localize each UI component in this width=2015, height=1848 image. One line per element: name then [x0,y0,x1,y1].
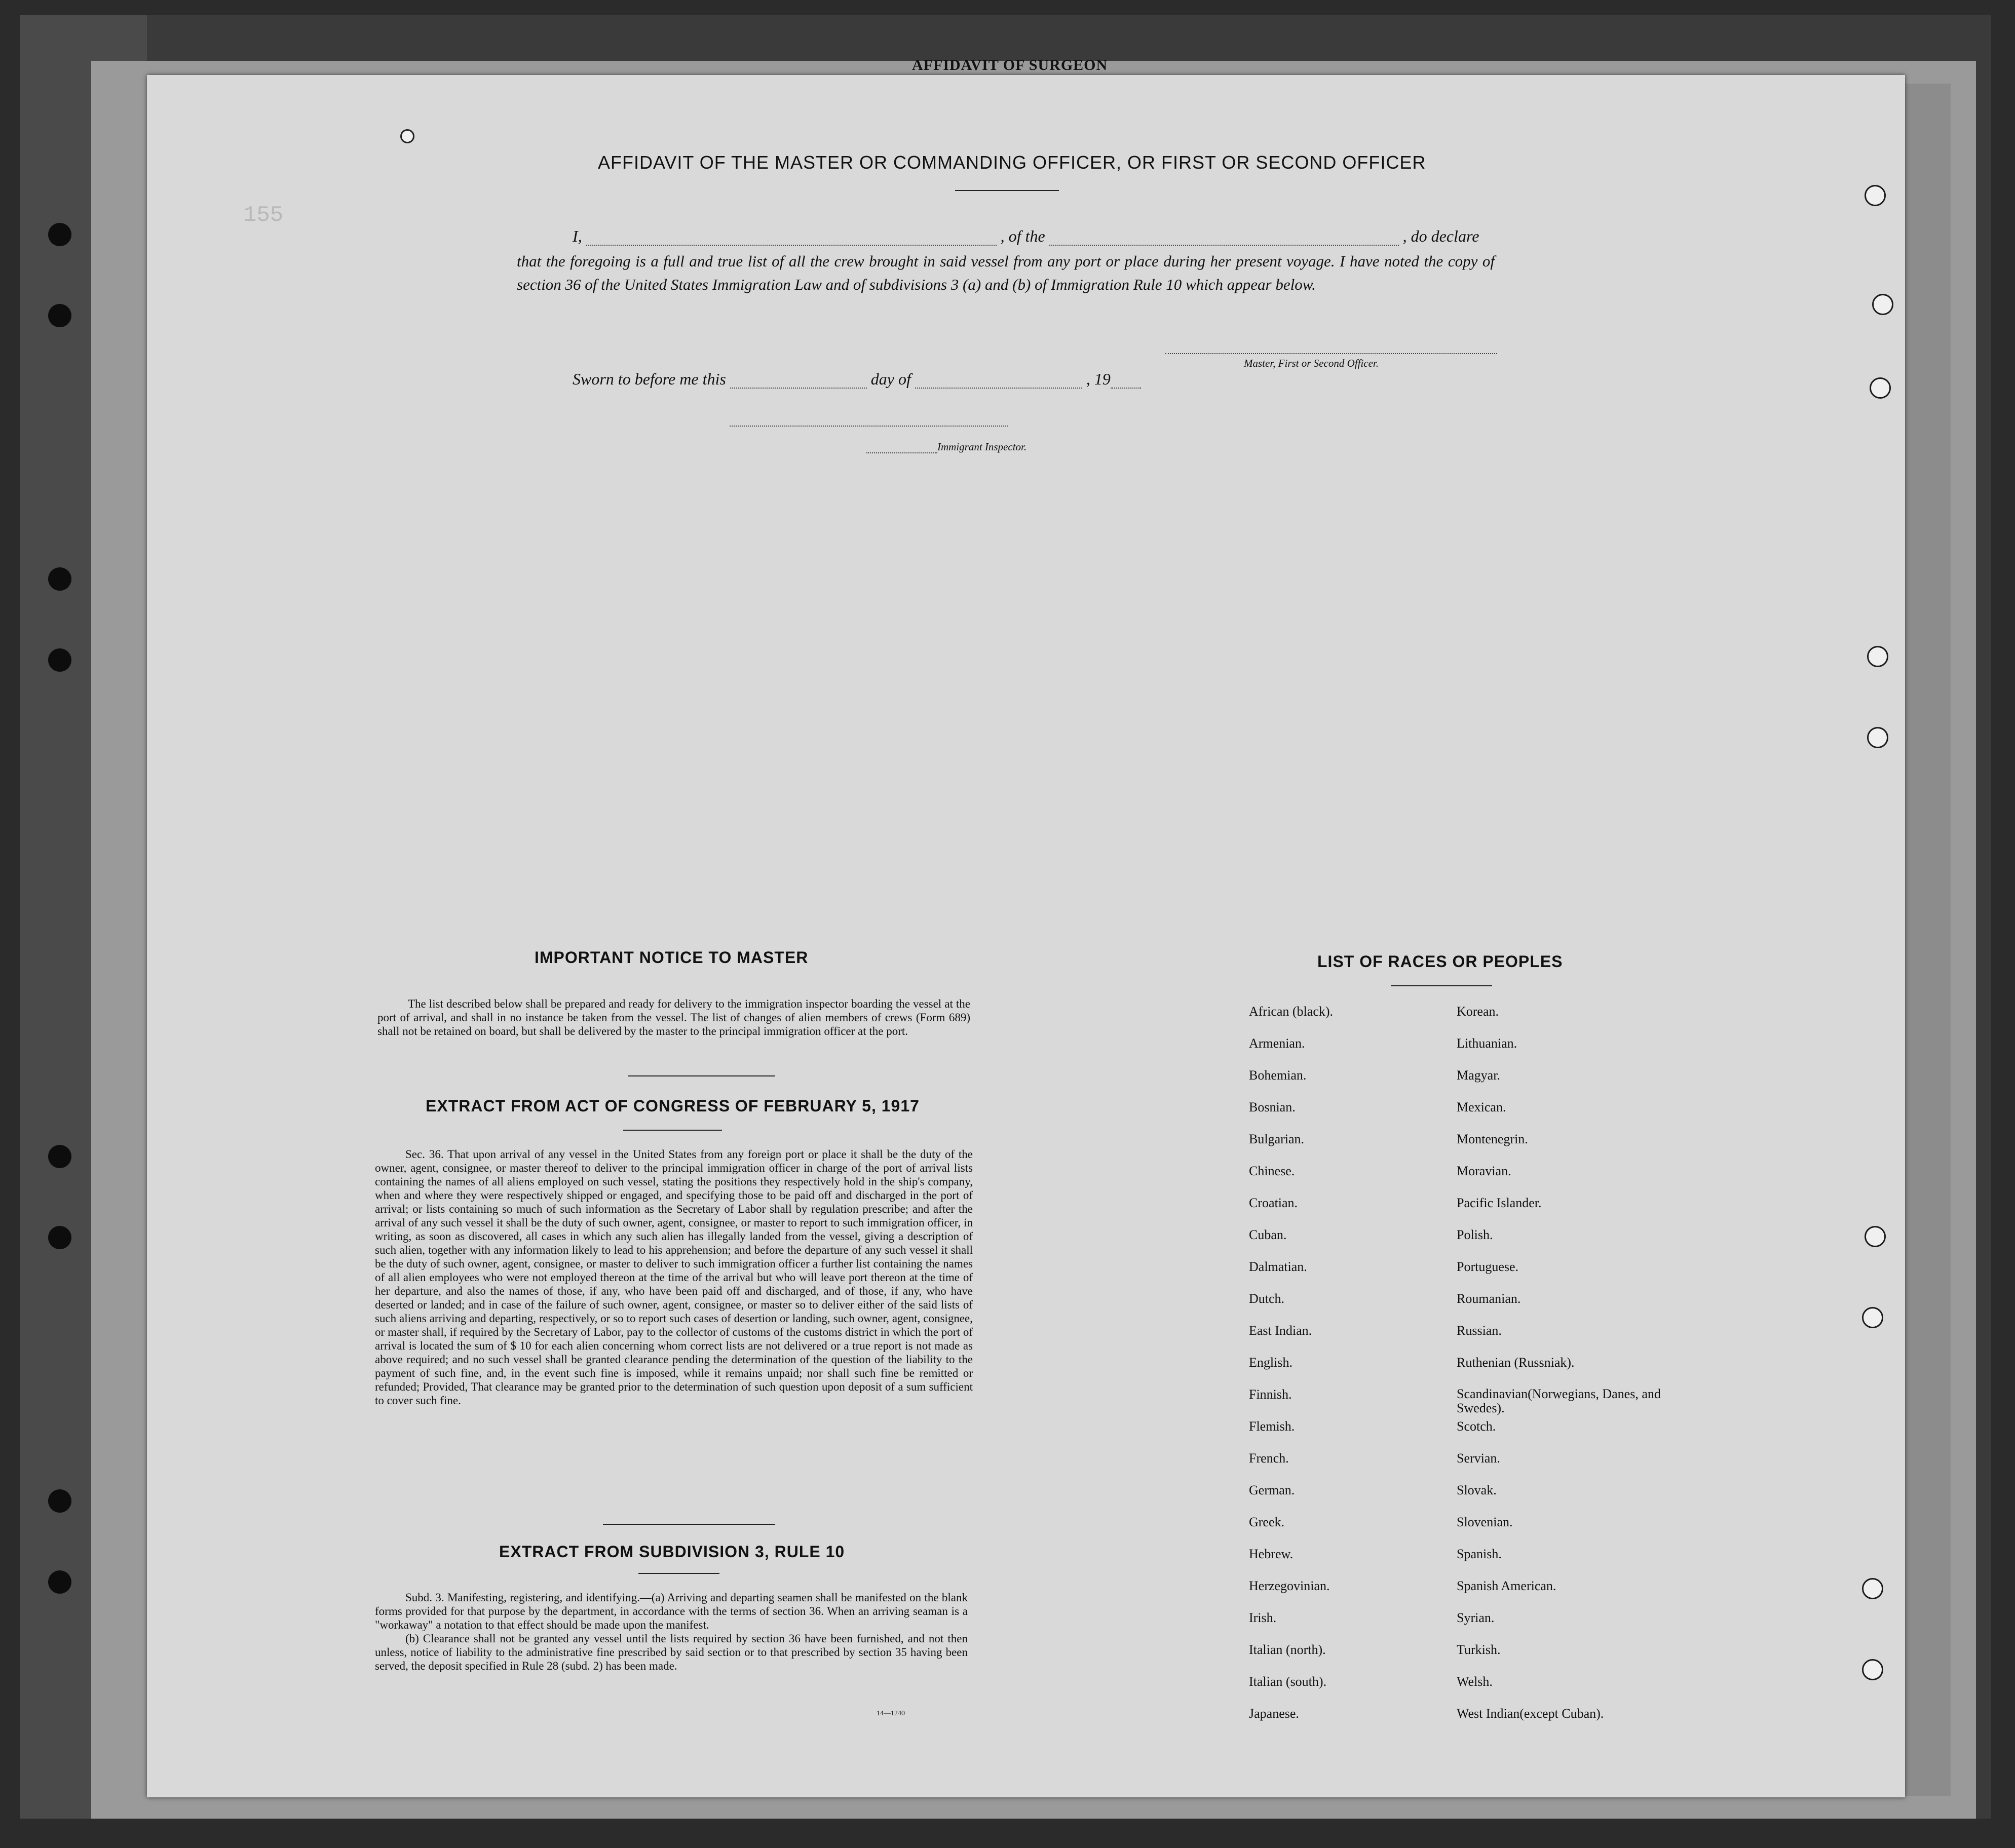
day-of-label: day of [870,370,911,388]
inspector-line[interactable] [730,426,1008,427]
notice-text [377,997,970,1038]
sworn-day-blank[interactable] [730,388,867,389]
binder-hole-icon [48,567,71,591]
binder-hole-icon [48,648,71,672]
notice-paragraph: The list described below shall be prepared and ready for delivery to the immigration inspector boarding the vessel at the port of arrival, and shall in no instance be taken from the vessel. The list of changes of alien members of crews (Form 689) shall not be retained on board, but shall be delivered by the master to the principal immigration officer at the port. [377,997,970,1037]
of-the-label: , of the [1000,227,1045,245]
sworn-label: Sworn to before me this [573,370,726,388]
race-item: Moravian. [1457,1164,1511,1178]
act-section-label: Sec. 36. [405,1148,444,1161]
race-item: Italian (south). [1249,1674,1327,1689]
rule-subd-a: Subd. 3. Manifesting, registering, and identifying.—(a) Arriving and departing seamen shall be manifested on the blank forms provided for that purpose by the department, in accordance with the terms of section 36. When an arriving seaman is a "workaway" a notation to that effect should be made upon the manifest. [375,1591,968,1631]
divider [638,1573,719,1574]
act-text [375,1147,973,1407]
binder-hole-icon [48,1226,71,1249]
race-item: French. [1249,1451,1289,1466]
race-item: English. [1249,1355,1292,1370]
punch-hole-icon [1862,1578,1883,1599]
race-item: Armenian. [1249,1036,1305,1051]
race-item: Pacific Islander. [1457,1196,1542,1210]
race-item: Bosnian. [1249,1100,1296,1114]
race-item: Finnish. [1249,1387,1292,1402]
binder-hole-icon [48,304,71,327]
punch-hole-icon [1862,1659,1883,1680]
race-item: Hebrew. [1249,1547,1294,1561]
punch-hole-icon [1865,185,1886,206]
race-item: Slovenian. [1457,1515,1513,1529]
inspector-caption-text: Immigrant Inspector. [937,441,1027,453]
punch-mark-icon [400,129,414,143]
race-item: Russian. [1457,1323,1502,1338]
inspector-caption [866,441,1026,453]
race-item: Ruthenian (Russniak). [1457,1355,1575,1370]
form-code: 14—1240 [877,1710,905,1717]
signature-caption: Master, First or Second Officer. [1244,357,1379,369]
do-declare-label: , do declare [1402,227,1479,245]
declaration-line [573,227,1479,246]
race-item: Italian (north). [1249,1642,1326,1657]
sworn-year-blank[interactable] [1111,388,1141,389]
punch-hole-icon [1870,377,1891,399]
punch-hole-icon [1865,1226,1886,1247]
race-item: Herzegovinian. [1249,1578,1330,1593]
rule-title: EXTRACT FROM SUBDIVISION 3, RULE 10 [499,1543,845,1561]
year-label: , 19 [1086,370,1111,388]
i-label: I, [573,227,582,245]
declaration-body: that the foregoing is a full and true list of all the crew brought in said vessel from any port or place during her present voyage. I have noted the copy of section 36 of the United States Immigration Law and of subdivisions 3 (a) and (b) of Immigration Rule 10 which appear below. [517,252,1495,293]
race-item: Syrian. [1457,1610,1495,1625]
race-item: Montenegrin. [1457,1132,1528,1146]
race-item: Spanish. [1457,1547,1502,1561]
race-item: Slovak. [1457,1483,1497,1497]
notice-title: IMPORTANT NOTICE TO MASTER [535,948,809,967]
sworn-month-blank[interactable] [915,388,1082,389]
race-item: East Indian. [1249,1323,1312,1338]
race-item: Scotch. [1457,1419,1496,1434]
races-right-column [1457,1004,1669,1738]
binder-hole-icon [48,1145,71,1168]
rule-text [375,1591,968,1673]
race-item: Korean. [1457,1004,1499,1019]
race-item: Flemish. [1249,1419,1295,1434]
punch-hole-icon [1867,646,1888,667]
race-item: Scandinavian(Norwegians, Danes, and Swedes). [1457,1387,1661,1415]
race-item: Roumanian. [1457,1291,1521,1306]
race-item: Irish. [1249,1610,1277,1625]
underlying-sheet-title: AFFIDAVIT OF SURGEON [912,57,1108,73]
race-item: Welsh. [1457,1674,1493,1689]
race-item: Croatian. [1249,1196,1298,1210]
act-paragraph [375,1147,973,1407]
race-item: Lithuanian. [1457,1036,1517,1051]
punch-hole-icon [1862,1307,1883,1328]
race-item: Dalmatian. [1249,1259,1307,1274]
race-item: Mexican. [1457,1100,1506,1114]
race-item: Cuban. [1249,1227,1287,1242]
race-item: Spanish American. [1457,1578,1556,1593]
race-item: Greek. [1249,1515,1285,1529]
rule-subd-b: (b) Clearance shall not be granted any vessel until the lists required by section 36 have been furnished, and not then unless, notice of liability to the administrative fine prescribed by said section or to that prescribed by section 35 having been served, the deposit specified in Rule 28 (subd. 2) has been made. [375,1632,968,1672]
race-item: Magyar. [1457,1068,1500,1083]
name-blank[interactable] [586,245,997,246]
vessel-blank[interactable] [1049,245,1399,246]
binder-hole-icon [48,1570,71,1594]
divider [603,1524,775,1525]
punch-hole-icon [1867,727,1888,748]
act-section-text: That upon arrival of any vessel in the United States from any foreign port or place it shall be the duty of the owner, agent, consignee, or master thereof to deliver to the principal immigration officer in charge of the port of arrival lists containing the names of all aliens employed on such vessel, stating the positions they respectively hold in the ship's company, when and where they were respectively shipped or engaged, and specifying those to be paid off and discharged in the port of arrival; or lists containing so much of such information as the Secretary of Labor shall by regulation prescribe; and after the arrival of any such vessel it shall be the duty of such owner, agent, consignee, or master to report to such immigration officer, in writing, as soon as discovered, all cases in which any such alien has illegally landed from the vessel, giving a description of such alien, together with any information likely to lead to his apprehension; and before the departure of any such vessel it shall be the duty of such owner, agent, consignee, or master to deliver to such immigration officer a further list containing the names of all alien employees who were not employed thereon at the time of the arrival but who will leave port thereon at the time of her departure, and also the names of those, if any, who have been paid off and discharged, and of those, if any, who have deserted or landed; and in case of the failure of such owner, agent, consignee, or master so to deliver either of the said lists of such aliens arriving and departing, respectively, or so to report such cases of desertion or landing, such owner, agent, consignee, or master shall, if required by the Secretary of Labor, pay to the collector of customs of the customs district in which the port of arrival is located the sum of $ 10 for each alien concerning whom correct lists are not delivered or a true report is not made as above required; and no such vessel shall be granted clearance pending the determination of the question of the liability to the payment of such fine, and, in the event such fine is imposed, while it remains unpaid; nor shall such fine be remitted or refunded; Provided, That clearance may be granted prior to the determination of such question upon deposit of a sum sufficient to cover such fine. [375,1148,973,1407]
act-title: EXTRACT FROM ACT OF CONGRESS OF FEBRUARY 5, 1917 [426,1097,920,1115]
race-item: Dutch. [1249,1291,1285,1306]
divider [955,190,1059,191]
race-item: Portuguese. [1457,1259,1519,1274]
race-item: West Indian(except Cuban). [1457,1706,1604,1721]
race-item: African (black). [1249,1004,1334,1019]
punch-hole-icon [1872,294,1893,315]
race-item: Servian. [1457,1451,1500,1466]
binder-hole-icon [48,223,71,246]
divider [628,1075,775,1076]
signature-line[interactable] [1165,353,1497,354]
affidavit-heading: AFFIDAVIT OF THE MASTER OR COMMANDING OFFICER, OR FIRST OR SECOND OFFICER [598,152,1426,173]
divider [623,1130,722,1131]
show-through-mark: 155 [243,203,284,228]
race-item: Polish. [1457,1227,1493,1242]
race-item: Turkish. [1457,1642,1501,1657]
race-item: Japanese. [1249,1706,1299,1721]
races-left-column [1249,1004,1333,1738]
race-item: Bohemian. [1249,1068,1307,1083]
race-item: Chinese. [1249,1164,1295,1178]
binder-hole-icon [48,1489,71,1513]
races-title: LIST OF RACES OR PEOPLES [1317,952,1563,971]
race-item: German. [1249,1483,1295,1497]
underlying-sheet-edge [1905,84,1951,1796]
sworn-line [573,370,1141,389]
race-item: Bulgarian. [1249,1132,1305,1146]
inspector-dots [866,452,937,453]
divider [1391,985,1492,986]
